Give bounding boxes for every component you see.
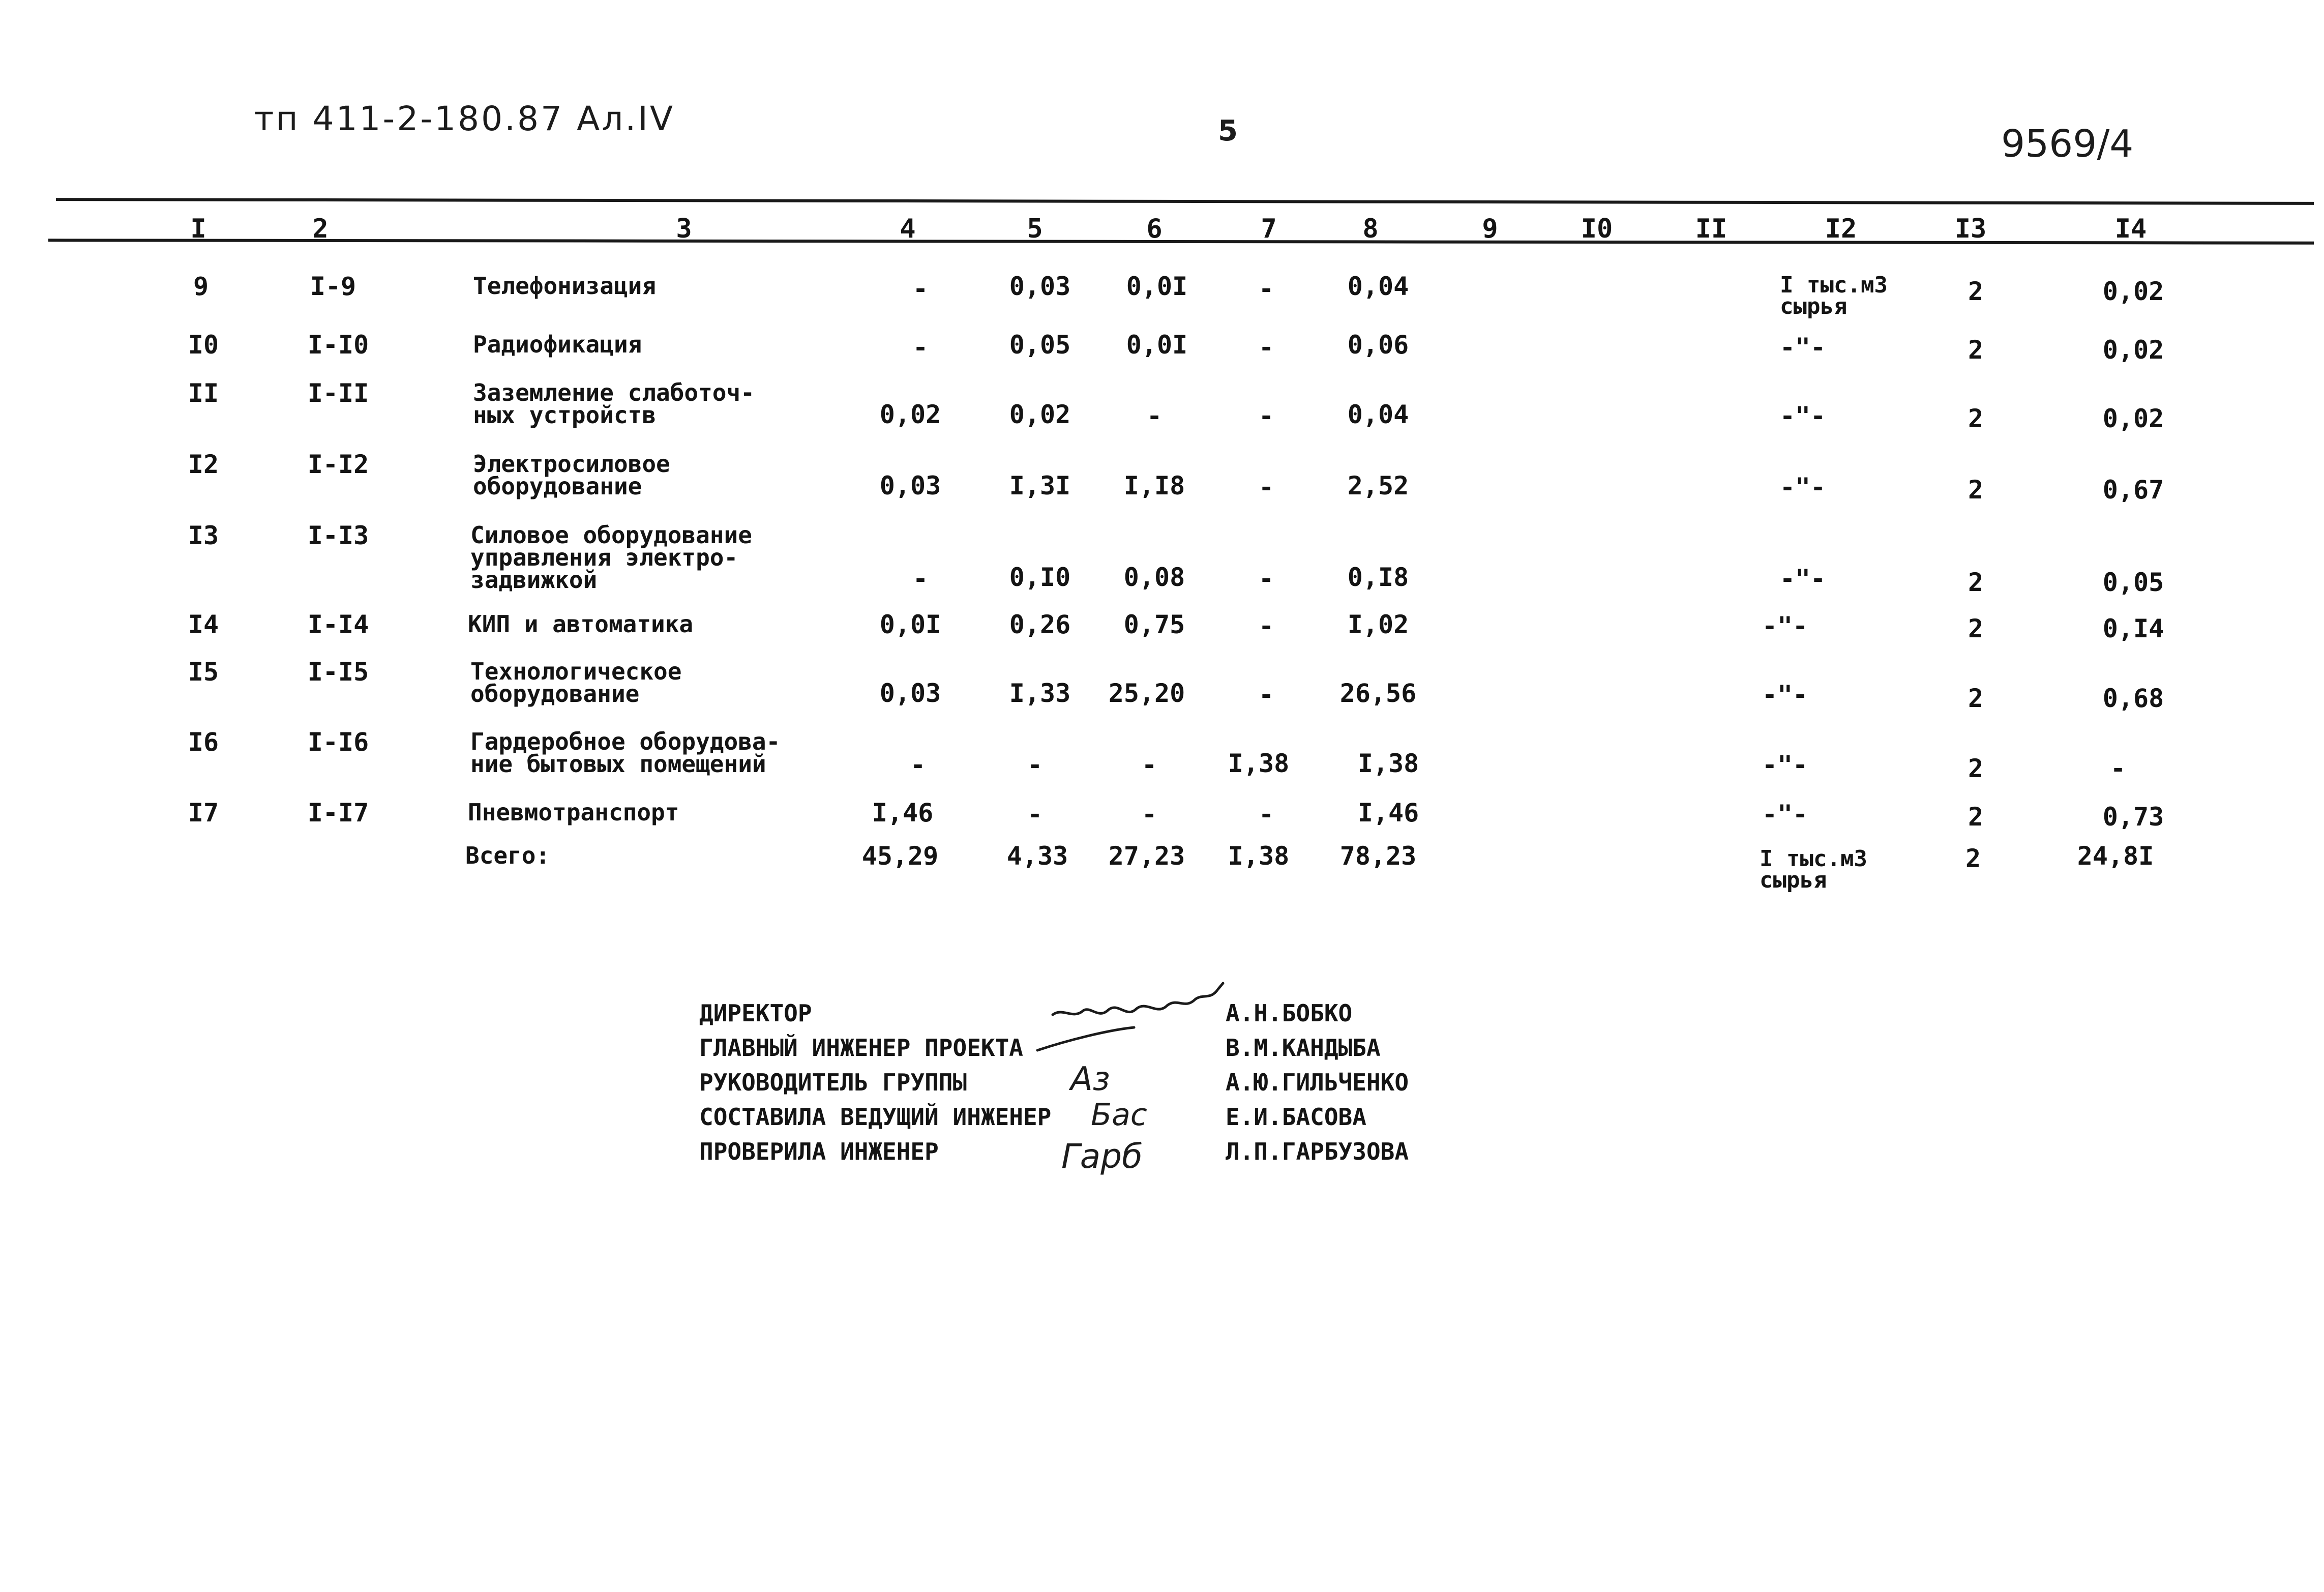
table-row <box>0 521 2324 605</box>
cell-col8: 2,52 <box>1347 471 1409 500</box>
column-header: 8 <box>1362 214 1379 244</box>
cell-col5: I,3I <box>1009 471 1071 500</box>
row-name: Радиофикация <box>473 331 642 358</box>
column-header: 5 <box>1027 214 1043 244</box>
handwritten-mark: Аз <box>1070 1060 1110 1098</box>
handwritten-mark: Бас <box>1091 1097 1147 1133</box>
cell-col12: -"- <box>1779 333 1826 362</box>
cell-col12: -"- <box>1762 800 1808 829</box>
cell-col7: - <box>1258 611 1274 641</box>
cell-col5: I,33 <box>1009 679 1071 708</box>
row-name: Силовое оборудование управления электро- задвижкой <box>470 521 752 594</box>
cell-col5: 0,03 <box>1009 272 1071 301</box>
cell-col5: 0,I0 <box>1009 563 1071 592</box>
row-number: II <box>188 378 219 408</box>
cell-col4: - <box>910 750 926 780</box>
signer-name: Е.И.БАСОВА <box>1226 1103 1366 1131</box>
total-col4: 45,29 <box>861 841 939 871</box>
cell-col8: 0,04 <box>1347 400 1409 429</box>
signer-title: СОСТАВИЛА ВЕДУЩИЙ ИНЖЕНЕР <box>699 1103 1052 1131</box>
column-header: I4 <box>2114 214 2147 244</box>
cell-col4: 0,02 <box>879 400 941 429</box>
cell-col5: 0,26 <box>1009 610 1071 639</box>
row-number: 9 <box>193 272 209 301</box>
cell-col12: -"- <box>1762 611 1808 641</box>
cell-col12: -"- <box>1762 750 1808 780</box>
cell-col6: I,I8 <box>1123 471 1185 500</box>
row-name: КИП и автоматика <box>468 610 694 638</box>
cell-col4: 0,03 <box>879 679 941 708</box>
cell-col13: 2 <box>1968 614 1984 643</box>
row-code: I-II <box>307 378 369 408</box>
column-header: 9 <box>1482 214 1498 244</box>
cell-col6: 0,0I <box>1126 330 1188 360</box>
column-header: 7 <box>1261 214 1277 244</box>
signature-row <box>699 1103 1462 1139</box>
cell-col14: 0,05 <box>2102 568 2164 597</box>
cell-col4: 0,0I <box>879 610 941 639</box>
cell-col7: - <box>1258 564 1274 594</box>
cell-col12: -"- <box>1779 564 1826 594</box>
row-number: I7 <box>188 798 219 828</box>
row-name: Заземление слаботоч- ных устройств <box>473 379 755 429</box>
cell-col7: - <box>1258 800 1274 829</box>
cell-col13: 2 <box>1968 684 1984 713</box>
row-code: I-I6 <box>307 727 369 757</box>
cell-col14: 0,67 <box>2102 475 2164 505</box>
cell-col14: 0,02 <box>2102 277 2164 306</box>
total-col6: 27,23 <box>1108 841 1185 871</box>
column-header: 2 <box>312 214 329 244</box>
row-code: I-I5 <box>307 657 369 687</box>
archive-number: 9569/4 <box>2001 122 2134 166</box>
cell-col14: 0,I4 <box>2102 614 2164 643</box>
row-name: Технологическое оборудование <box>470 658 682 707</box>
signer-title: ГЛАВНЫЙ ИНЖЕНЕР ПРОЕКТА <box>699 1034 1023 1062</box>
row-number: I0 <box>188 330 219 360</box>
cell-col8: 26,56 <box>1339 679 1417 708</box>
column-header: I <box>190 214 206 244</box>
page-number: 5 <box>1218 114 1238 148</box>
cell-col14: 0,02 <box>2102 335 2164 365</box>
cell-col13: 2 <box>1968 277 1984 306</box>
column-header: 6 <box>1146 214 1163 244</box>
cell-col5: - <box>1027 750 1043 780</box>
cell-col4: I,46 <box>872 798 934 828</box>
row-number: I4 <box>188 610 219 639</box>
signer-name: В.М.КАНДЫБА <box>1226 1034 1381 1062</box>
cell-col6: 0,0I <box>1126 272 1188 301</box>
row-name: Гардеробное оборудова- ние бытовых помещений <box>470 728 781 778</box>
cell-col13: 2 <box>1968 568 1984 597</box>
cell-col12: I тыс.м3 сырья <box>1780 272 1888 319</box>
cell-col4: 0,03 <box>879 471 941 500</box>
cell-col7: - <box>1258 401 1274 431</box>
column-header: 3 <box>676 214 692 244</box>
signer-title: ДИРЕКТОР <box>699 999 812 1027</box>
total-label: Всего: <box>465 842 550 869</box>
signer-name: А.Ю.ГИЛЬЧЕНКО <box>1226 1069 1409 1096</box>
cell-col13: 2 <box>1968 754 1984 783</box>
cell-col13: 2 <box>1968 802 1984 832</box>
cell-col7: I,38 <box>1228 749 1290 778</box>
cell-col6: - <box>1141 800 1157 829</box>
signer-title: ПРОВЕРИЛА ИНЖЕНЕР <box>699 1138 939 1165</box>
cell-col8: 0,04 <box>1347 272 1409 301</box>
row-name: Электросиловое оборудование <box>473 450 670 500</box>
cell-col13: 2 <box>1968 404 1984 433</box>
row-number: I3 <box>188 521 219 550</box>
total-col8: 78,23 <box>1339 841 1417 871</box>
total-col12: I тыс.м3 сырья <box>1760 846 1867 893</box>
column-header: 4 <box>900 214 916 244</box>
cell-col7: - <box>1258 680 1274 710</box>
cell-col4: - <box>912 274 929 304</box>
cell-col8: I,46 <box>1357 798 1419 828</box>
row-code: I-I7 <box>307 798 369 828</box>
signer-name: Л.П.ГАРБУЗОВА <box>1226 1138 1409 1165</box>
total-col5: 4,33 <box>1006 841 1068 871</box>
cell-col13: 2 <box>1968 475 1984 505</box>
table-top-rule <box>56 198 2314 205</box>
signer-name: А.Н.БОБКО <box>1226 999 1353 1027</box>
cell-col8: 0,I8 <box>1347 563 1409 592</box>
row-number: I5 <box>188 657 219 687</box>
total-col13: 2 <box>1965 844 1981 873</box>
cell-col6: 0,75 <box>1123 610 1185 639</box>
doc-code: тп 411-2-180.87 Ал.IV <box>254 99 675 138</box>
cell-col12: -"- <box>1779 401 1826 431</box>
cell-col7: - <box>1258 333 1274 362</box>
row-code: I-I3 <box>307 521 369 550</box>
row-number: I6 <box>188 727 219 757</box>
column-header: I0 <box>1581 214 1613 244</box>
column-header: I2 <box>1825 214 1857 244</box>
table-total-row <box>0 841 2324 926</box>
row-code: I-I2 <box>307 450 369 479</box>
cell-col4: - <box>912 333 929 362</box>
row-code: I-I0 <box>307 330 369 360</box>
cell-col13: 2 <box>1968 335 1984 365</box>
cell-col8: I,38 <box>1357 749 1419 778</box>
row-number: I2 <box>188 450 219 479</box>
total-col7: I,38 <box>1228 841 1290 871</box>
director-signature <box>1032 979 1256 1060</box>
cell-col5: - <box>1027 800 1043 829</box>
row-code: I-9 <box>310 272 356 301</box>
signer-title: РУКОВОДИТЕЛЬ ГРУППЫ <box>699 1069 967 1096</box>
cell-col6: 25,20 <box>1108 679 1185 708</box>
cell-col4: - <box>912 564 929 594</box>
row-name: Пневмотранспорт <box>468 799 679 826</box>
cell-col14: 0,02 <box>2102 404 2164 433</box>
cell-col8: I,02 <box>1347 610 1409 639</box>
cell-col8: 0,06 <box>1347 330 1409 360</box>
cell-col14: - <box>2110 754 2126 783</box>
cell-col5: 0,02 <box>1009 400 1071 429</box>
cell-col7: - <box>1258 473 1274 502</box>
row-name: Телефонизация <box>473 272 657 300</box>
cell-col6: - <box>1146 401 1163 431</box>
cell-col14: 0,68 <box>2102 684 2164 713</box>
cell-col14: 0,73 <box>2102 802 2164 832</box>
cell-col12: -"- <box>1762 680 1808 710</box>
column-header: I3 <box>1954 214 1987 244</box>
total-col14: 24,8I <box>2077 841 2154 871</box>
cell-col6: 0,08 <box>1123 563 1185 592</box>
cell-col6: - <box>1141 750 1157 780</box>
cell-col7: - <box>1258 274 1274 304</box>
row-code: I-I4 <box>307 610 369 639</box>
handwritten-mark: Гарб <box>1061 1137 1143 1176</box>
cell-col5: 0,05 <box>1009 330 1071 360</box>
column-header: II <box>1695 214 1727 244</box>
cell-col12: -"- <box>1779 473 1826 502</box>
